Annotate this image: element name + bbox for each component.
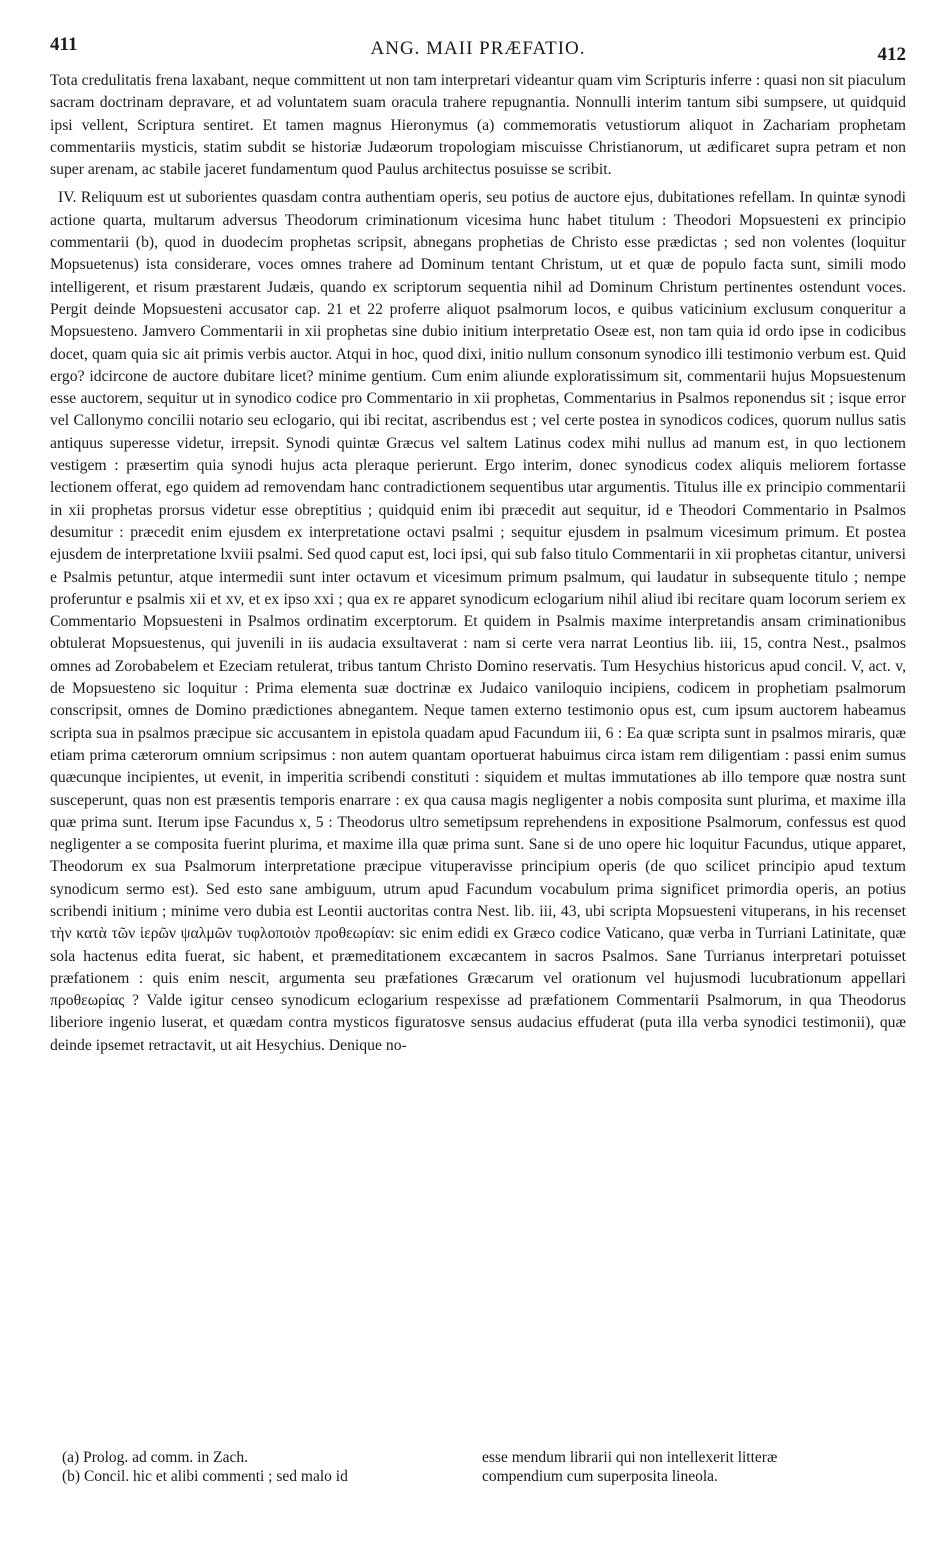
page-header bbox=[50, 34, 906, 70]
paragraph-continuation: Tota credulitatis frena laxabant, neque committent ut non tam interpretari videantur quam vim Scripturis inferre : quasi non sit piaculum sacram doctrinam depravare, et ad voluntatem suam oracula trahere repugnantia. Nonnulli interim tantum sibi sumpsere, ut quidquid ipsi vellent, Scriptura sentiret. Et tamen magnus Hieronymus (a) commemoratis vetustiorum aliquot in Zachariam prophetam commentariis mysticis, statim subdit se historiæ Judæorum tropologiam miscuisse Christianorum, ut ædificaret supra petram et non super arenam, ac stabile jaceret fundamentum quod Paulus architectus posuisse se scribit. bbox=[50, 72, 906, 179]
document-page bbox=[50, 34, 906, 1057]
page-number-left: 411 bbox=[50, 34, 78, 55]
footnote-column-right bbox=[482, 1448, 842, 1486]
page-number-right: 412 bbox=[877, 44, 906, 65]
footnote-b-continuation-2: compendium cum superposita lineola. bbox=[482, 1468, 718, 1485]
footnotes bbox=[62, 1448, 842, 1486]
running-title: ANG. MAII PRÆFATIO. bbox=[370, 38, 586, 59]
body-text bbox=[50, 70, 906, 1057]
footnote-b: (b) Concil. hic et alibi commenti ; sed malo id bbox=[62, 1468, 348, 1485]
footnote-b-continuation-1: esse mendum librarii qui non intellexerit litteræ bbox=[482, 1449, 778, 1466]
paragraph-section-iv: IV. Reliquum est ut suborientes quasdam contra authentiam operis, seu potius de auctore ejus, dubitationes refellam. In quintæ synodi actione quarta, multarum adversus Theodorum criminationum vicesima hunc habet titulum : Theodori Mopsuesteni ex principio commentarii (b), quod in duodecim prophetas scripsit, abnegans prophetias de Christo esse prædictas ; sed non volentes (loquitur Mopsuetenus) ista considerare, voces omnes trahere ad Dominum tentant Christum, ut et quæ de populo facta sunt, simili modo intelligerent, et risum præstarent Judæis, quando ex scriptorum sequentia nihil ad Dominum Christum pertinentes ostendunt voces. Pergit deinde Mopsuesteni accusator cap. 21 et 22 proferre aliquot psalmorum locos, e quibus vaticinium exclusum conqueritur a Mopsuesteno. Jamvero Commentarii in xii prophetas sine dubio initium interpretatio Oseæ est, non tam quia id ordo ipse in codicibus docet, quam quia sic ait primis verbis auctor. Atqui in hoc, quod dixi, initio nullum consonum synodico illi testimonio verbum est. Quid ergo? idcircone de auctore dubitare licet? minime gentium. Cum enim aliunde exploratissimum sit, commentarii hujus Mopsuestenum esse auctorem, sequitur ut in synodico codice pro Commentario in xii prophetas, Commentarius in Psalmos reponendus sit ; isque error vel Callonymo concilii notario seu eclogario, qui ibi recitat, ascribendus est ; vel certe postea in synodicos codices, quorum nullus satis antiquus superesse videtur, irrepsit. Synodi quintæ Græcus vel saltem Latinus codex mihi nullus ad manum est, in quo lectionem vestigem : præsertim quia synodi hujus acta pleraque perierunt. Ergo interim, donec synodicus codex aliquis meliorem fortasse lectionem offerat, ego quidem ad removendam hanc contradictionem sequentibus utar argumentis. Titulus ille ex principio commentarii in xii prophetas prorsus videtur esse obreptitius ; quidquid enim ibi præcedit aut sequitur, id e Theodori Commentario in Psalmos desumitur : præcedit enim ejusdem ex interpretatione octavi psalmi ; sequitur ejusdem in psalmum vicesimum primum. Et postea ejusdem de interpretatione lxviii psalmi. Sed quod caput est, loci ipsi, qui sub falso titulo Commentarii in xii prophetas citantur, universi e Psalmis petuntur, atque intermedii sunt inter octavum et vicesimum primum psalmum, qui laudatur in subsequente titulo ; nempe proferuntur e psalmis xii et xv, et ex ipso xxi ; qua ex re apparet synodicum eclogarium nihil aliud ibi recitare quam locorum seriem ex Commentario Mopsuesteni in Psalmos ordinatim excerptorum. Et quidem in Psalmis maxime interpretandis ansam criminationibus obtulerat Mopsuestenus, qui juvenili in iis audacia exsultaverat : nam si certe vera narrat Leontius lib. iii, 15, contra Nest., psalmos omnes ad Zorobabelem et Ezeciam retulerat, tribus tantum Christo Domino reservatis. Tum Hesychius historicus apud concil. V, act. v, de Mopsuesteno sic loquitur : Prima elementa suæ doctrinæ ex Judaico vaniloquio incipiens, codicem in prophetiam psalmorum conscripsit, omnes de Domino prædictiones abnegantem. Neque tamen externo testimonio opus est, cum ipsum auctorem habeamus scripta sua in psalmos præcipue sic accusantem in epistola quadam apud Facundum iii, 6 : Ea quæ scripta sunt in psalmos miraris, quæ etiam prima cæterorum omnium scripsimus : non autem quantam oportuerat habuimus circa istam rem diligentiam : passi enim sumus quæcunque incipientes, ut evenit, in imperitia scribendi constituti : siquidem et multas immutationes ab illo tempore quæ nostra sunt susceperunt, quas non est præsentis temporis enarrare : ex qua causa magis negligenter a nobis composita sunt plurima, et maxime illa quæ prima sunt. Iterum ipse Facundus x, 5 : Theodorus ultro semetipsum reprehendens in expositione Psalmorum, confessus est quod negligenter a se composita fuerint plurima, et maxime illa quæ prima sunt. Sane si de uno opere hic loquitur Facundus, utique apparet, Theodorum ex sua Psalmorum interpretatione præcipue vituperavisse principium operis (de quo scilicet principio apud textum synodicum sermo est). Sed esto sane ambiguum, utrum apud Facundum vocabulum prima significet primordia operis, an potius scribendi initium ; minime vero dubia est Leontii auctoritas contra Nest. lib. iii, 43, ubi scripta Mopsuesteni vituperans, in his recenset τὴν κατὰ τῶν ἱερῶν ψαλμῶν τυφλοποιὸν προθεωρίαν: sic enim edidi ex Græco codice Vaticano, quæ verba in Turriani Latinitate, quæ sola hactenus edita fuerat, sic habent, et præmeditationem excæcantem in sacros Psalmos. Sane Turrianus interpretari potuisset præfationem : quis enim nescit, argumenta seu præfationes Græcarum vel orationum vel hujusmodi lucubrationum appellari προθεωρίας ? Valde igitur censeo synodicum eclogarium respexisse ad præfationem Commentarii Psalmorum, in qua Theodorus liberiore ingenio luserat, et quædam contra mysticos figuratosve sensus audacius effuderat (puta illa verba synodici testimonii), quæ deinde ipsemet retractavit, ut ait Hesychius. Denique no- bbox=[50, 189, 906, 1054]
footnote-a: (a) Prolog. ad comm. in Zach. bbox=[62, 1449, 248, 1466]
footnote-column-left bbox=[62, 1448, 482, 1486]
